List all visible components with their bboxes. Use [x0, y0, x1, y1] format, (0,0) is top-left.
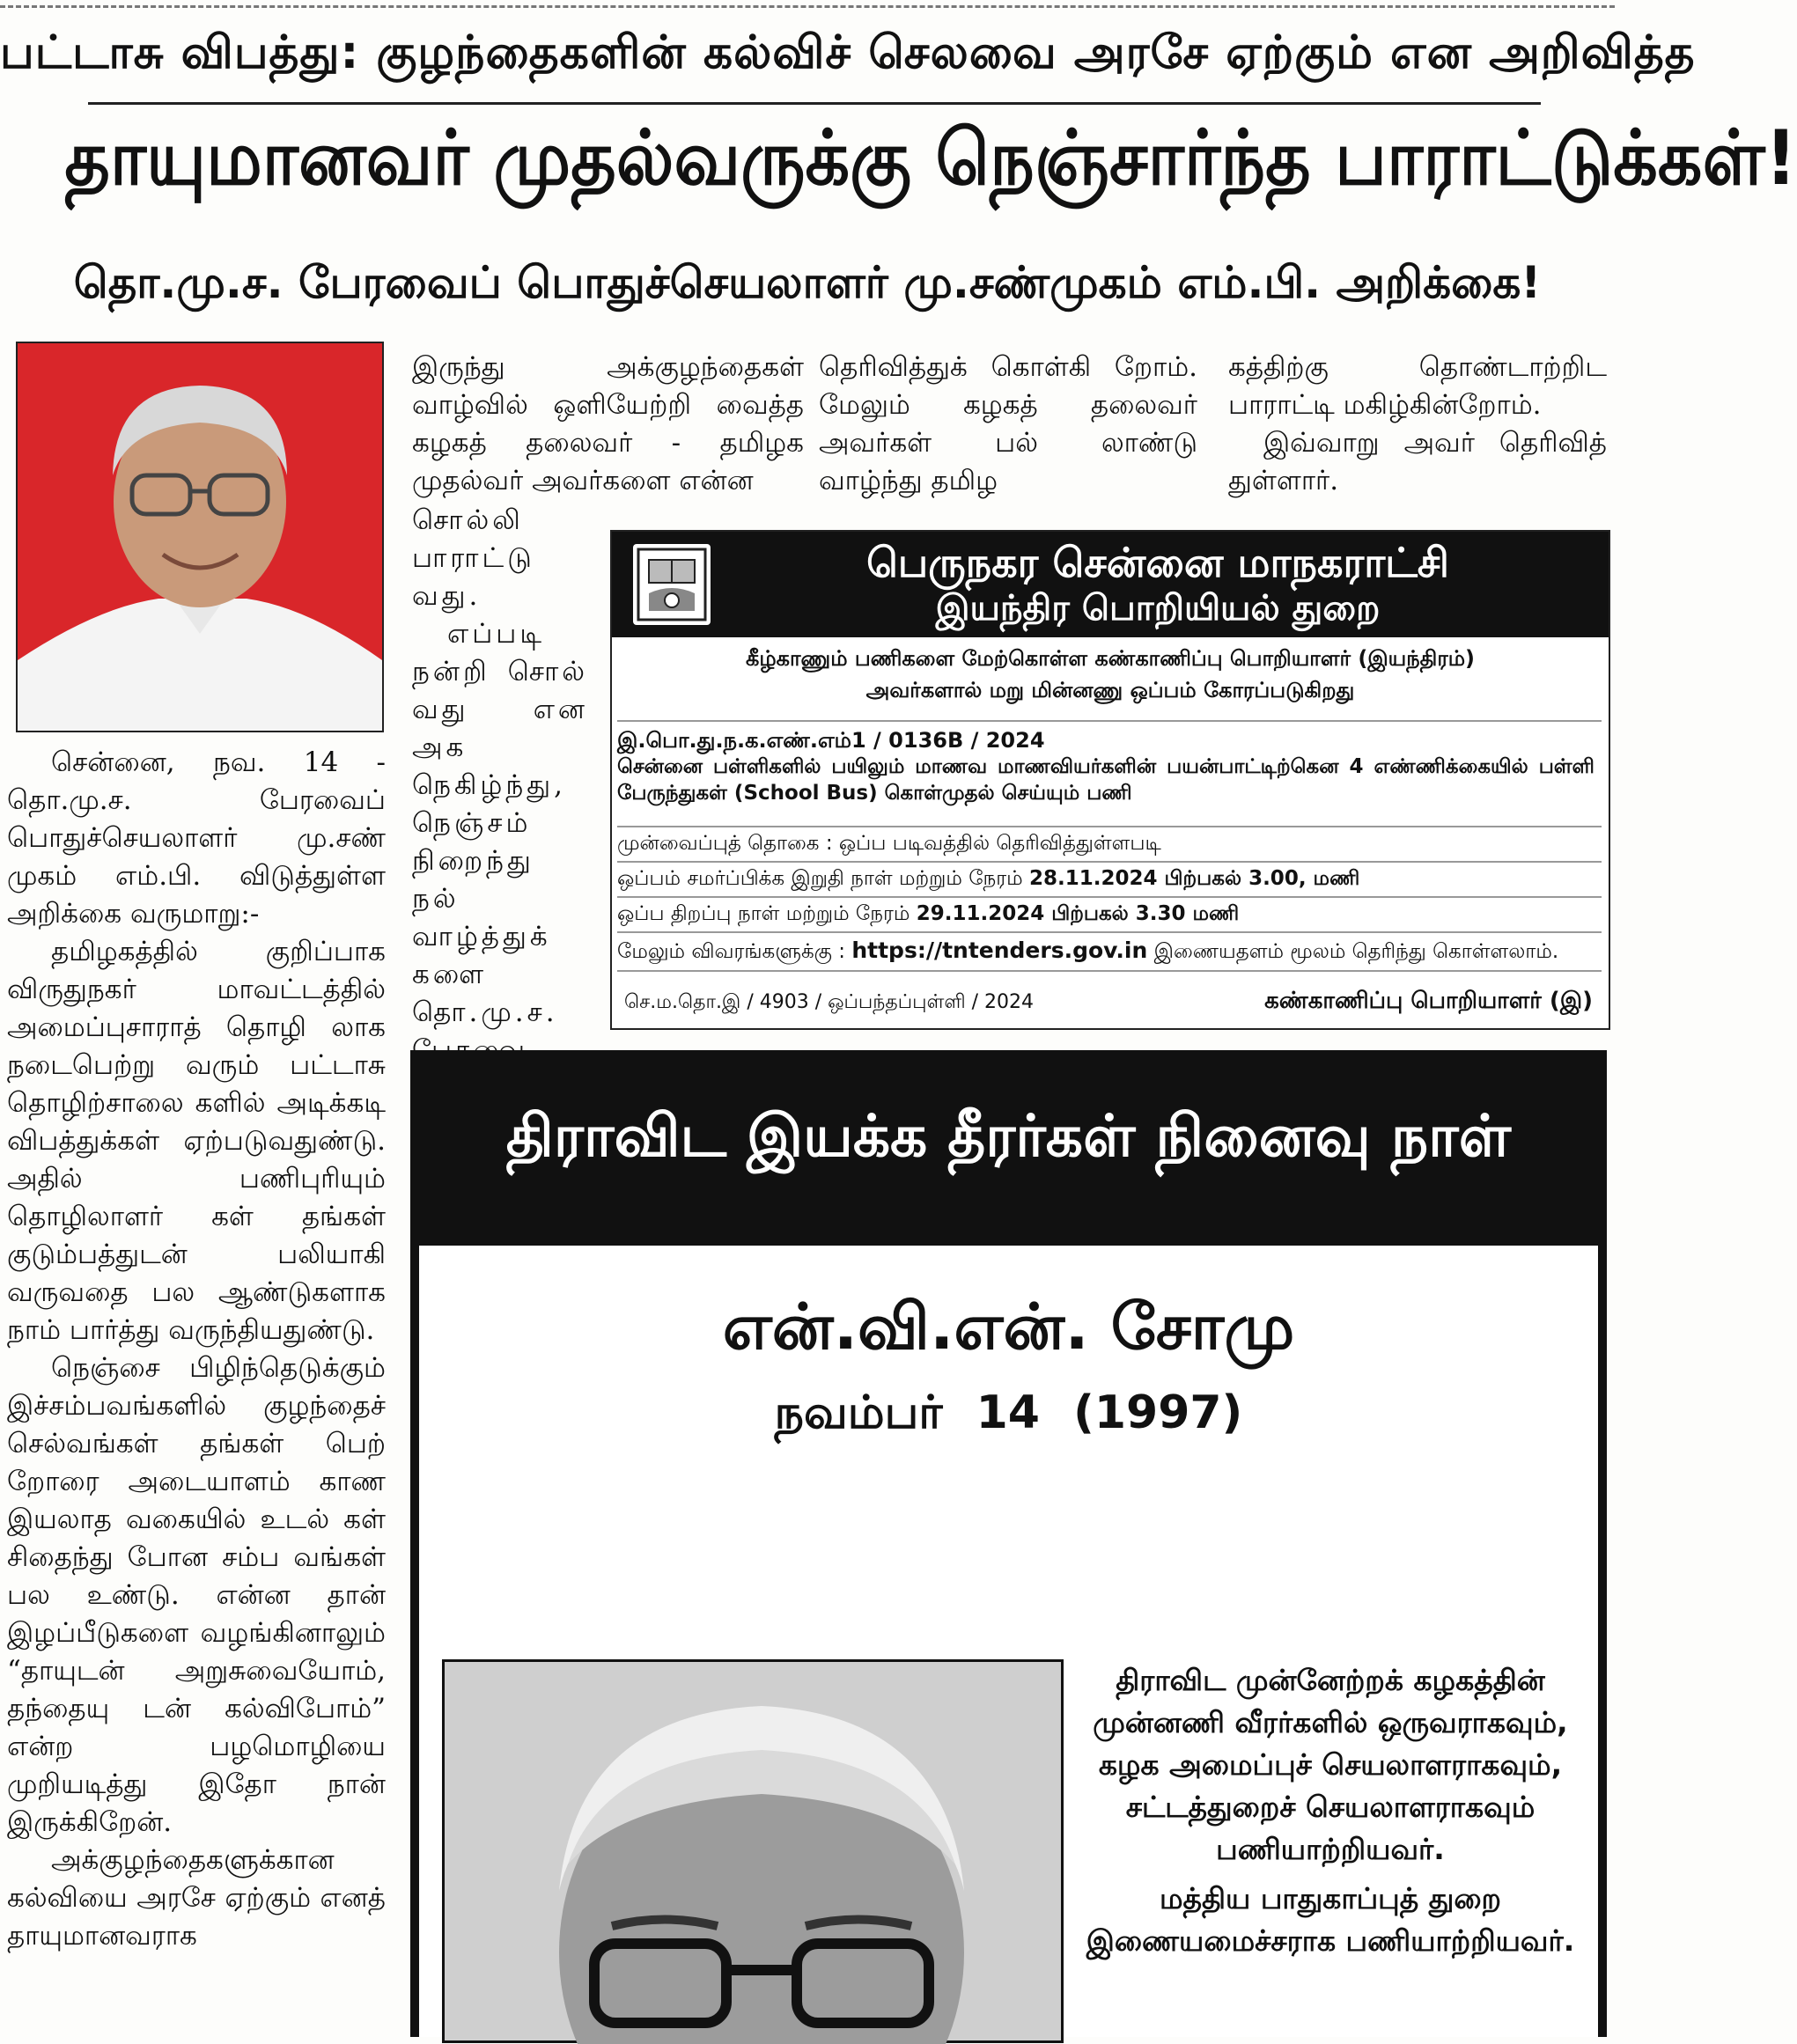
article-column-2-narrow: [412, 502, 588, 1145]
tender-deadline-value: 28.11.2024 பிற்பகல் 3.00, மணி: [1029, 867, 1360, 890]
tender-header: [612, 532, 1609, 637]
tender-opening-value: 29.11.2024 பிற்பகல் 3.30 மணி: [916, 902, 1240, 925]
tender-deadline-label: ஒப்பம் சமர்ப்பிக்க இறுதி நாள் மற்றும் நேரம்: [617, 867, 1023, 890]
tender-ref: இ.பொ.து.ந.க.எண்.எம்1 / 0136B / 2024: [617, 728, 1045, 753]
article-paragraph: எப்படி நன்றி சொல் வது என அக நெகிழ்ந்து, நெஞ்சம் நிறைந்து நல் வாழ்த்துக் களை தொ.மு.ச.: [412, 618, 588, 1028]
article-column-3: [819, 349, 1197, 500]
tender-work-row: [617, 720, 1602, 812]
article-paragraph: நெஞ்சை பிழிந்தெடுக்கும் இச்சம்பவங்களில் குழந்தைச் செல்வங்கள் தங்கள் பெற் றோரை அடையாளம் காண இயலாத வகையில் உடல் கள் சிதைந்து போன சம்ப வங்கள் பல உண்டு. என்ன தான் இழப்பீடுகளை வழங்கினாலும் “தாயுடன் அறுசுவையோம், தந்தையு டன் கல்விபோம்” என்ற பழமொழியை முறியடித்து இதோ நான் இருக்கிறேன்.: [7, 1352, 386, 1838]
tender-deadline-row: [617, 861, 1602, 896]
dateline-paragraph: சென்னை, நவ. 14 - தொ.மு.ச. பேரவைப் பொதுச்செயலாளர் மு.சண் முகம் எம்.பி. விடுத்துள்ள அறிக்கை வருமாறு:-: [7, 746, 386, 930]
memorial-bio-1: திராவிட முன்னேற்றக் கழகத்தின் முன்னணி வீரர்களில் ஒருவராகவும், கழக அமைப்புச் செயலாளராகவும், சட்டத்துறைச் செயலாளராகவும் பணியாற்றியவர்.: [1093, 1663, 1568, 1866]
tender-opening-label: ஒப்ப திறப்பு நாள் மற்றும் நேரம்: [617, 902, 910, 925]
memorial-person-name: என்.வி.என். சோமு: [722, 1290, 1295, 1364]
article-column-1: [7, 744, 386, 1955]
tender-more-suffix: இணையதளம் மூலம் தெரிந்து கொள்ளலாம்.: [1153, 940, 1559, 963]
article-paragraph: தமிழகத்தில் குறிப்பாக விருதுநகர் மாவட்டத்தில் அமைப்புசாராத் தொழி லாக நடைபெற்று வரும் பட்டாசு தொழிற்சாலை களில் அடிக்கடி விபத்துக்கள் ஏற்படுவதுண்டு. அதில் பணிபுரியும் தொழிலாளர் கள் தங்கள் குடும்பத்துடன் பலியாகி வருவதை பல ஆண்டுகளாக நாம் பார்த்து வருந்தியதுண்டு.: [7, 936, 386, 1346]
tender-footer-sign: கண்காணிப்பு பொறியாளர் (இ): [1264, 988, 1593, 1014]
tender-opening-row: [617, 896, 1602, 931]
portrait-illustration: [18, 343, 382, 731]
memorial-body: [419, 1246, 1598, 2037]
somu-illustration: [445, 1662, 1061, 2040]
article-paragraph: இருந்து அக்குழந்தைகள் வாழ்வில் ஒளியேற்றி வைத்த கழகத் தலைவர் - தமிழக முதல்வர் அவர்களை என்ன: [412, 351, 804, 496]
tender-more-label: மேலும் விவரங்களுக்கு :: [617, 940, 846, 963]
article-paragraph: தெரிவித்துக் கொள்கி றோம். மேலும் கழகத் தலைவர் அவர்கள் பல் லாண்டு வாழ்ந்து தமிழ: [819, 351, 1197, 496]
subheadline: தொ.மு.ச. பேரவைப் பொதுச்செயலாளர் மு.சண்முகம் எம்.பி. அறிக்கை!: [73, 257, 1542, 308]
tender-website-link[interactable]: https://tntenders.gov.in: [851, 937, 1148, 963]
tender-work-description: சென்னை பள்ளிகளில் பயிலும் மாணவ மாணவியர்களின் பயன்பாட்டிற்கென 4 எண்ணிக்கையில் பள்ளி பேருந்துகள் (School Bus) கொள்முதல் செய்யும் பணி: [617, 755, 1594, 805]
kicker-line: பட்டாசு விபத்து: குழந்தைகளின் கல்விச் செலவை அரசே ஏற்கும் என அறிவித்த: [0, 26, 1696, 79]
kicker-underline: [88, 102, 1541, 105]
tender-title-2: இயந்திர பொறியியல் துறை: [935, 588, 1381, 629]
tender-title-1: பெருநகர சென்னை மாநகராட்சி: [866, 539, 1449, 586]
corporation-emblem-icon: [633, 544, 711, 625]
memorial-bio-2: மத்திய பாதுகாப்புத் துறை இணையமைச்சராக பணியாற்றியவர்.: [1086, 1881, 1575, 1958]
article-paragraph: கத்திற்கு தொண்டாற்றிட பாராட்டி மகிழ்கின்றோம்.: [1228, 351, 1607, 421]
somu-portrait-photo: [442, 1659, 1064, 2043]
tender-deposit-row: [617, 826, 1602, 861]
memorial-notice: [410, 1050, 1607, 2037]
headline: தாயுமானவர் முதல்வருக்கு நெஞ்சார்ந்த பாராட்டுக்கள்!: [64, 114, 1797, 202]
memorial-date: நவம்பர் 14 (1997): [774, 1386, 1243, 1439]
article-column-4: [1228, 349, 1607, 500]
tender-more-info-row: [617, 931, 1602, 972]
tender-intro-line-1: கீழ்காணும் பணிகளை மேற்கொள்ள கண்காணிப்பு பொறியாளர் (இயந்திரம்): [745, 646, 1476, 671]
tender-intro: [612, 643, 1609, 706]
top-dashed-rule: [0, 5, 1615, 8]
tender-deposit: முன்வைப்புத் தொகை : ஒப்ப படிவத்தில் தெரிவித்துள்ளபடி: [617, 832, 1161, 855]
tender-footer: [612, 981, 1609, 1025]
article-paragraph: இவ்வாறு அவர் தெரிவித் துள்ளார்.: [1228, 427, 1607, 496]
tender-intro-line-2: அவர்களால் மறு மின்னணு ஒப்பம் கோரப்படுகிறது: [865, 678, 1355, 702]
article-paragraph: அக்குழந்தைகளுக்கான கல்வியை அரசே ஏற்கும் எனத் தாயுமானவராக: [7, 1844, 386, 1952]
article-column-2-top: [412, 349, 804, 500]
article-paragraph: சொல்லி பாராட்டு வது.: [412, 504, 535, 612]
memorial-banner-title: திராவிட இயக்க தீரர்கள் நினைவு நாள்: [505, 1101, 1512, 1170]
tender-notice: [610, 530, 1610, 1030]
tender-footer-ref: செ.ம.தொ.இ / 4903 / ஒப்பந்தப்புள்ளி / 2024: [624, 991, 1035, 1013]
shanmugam-portrait-photo: [16, 342, 384, 732]
